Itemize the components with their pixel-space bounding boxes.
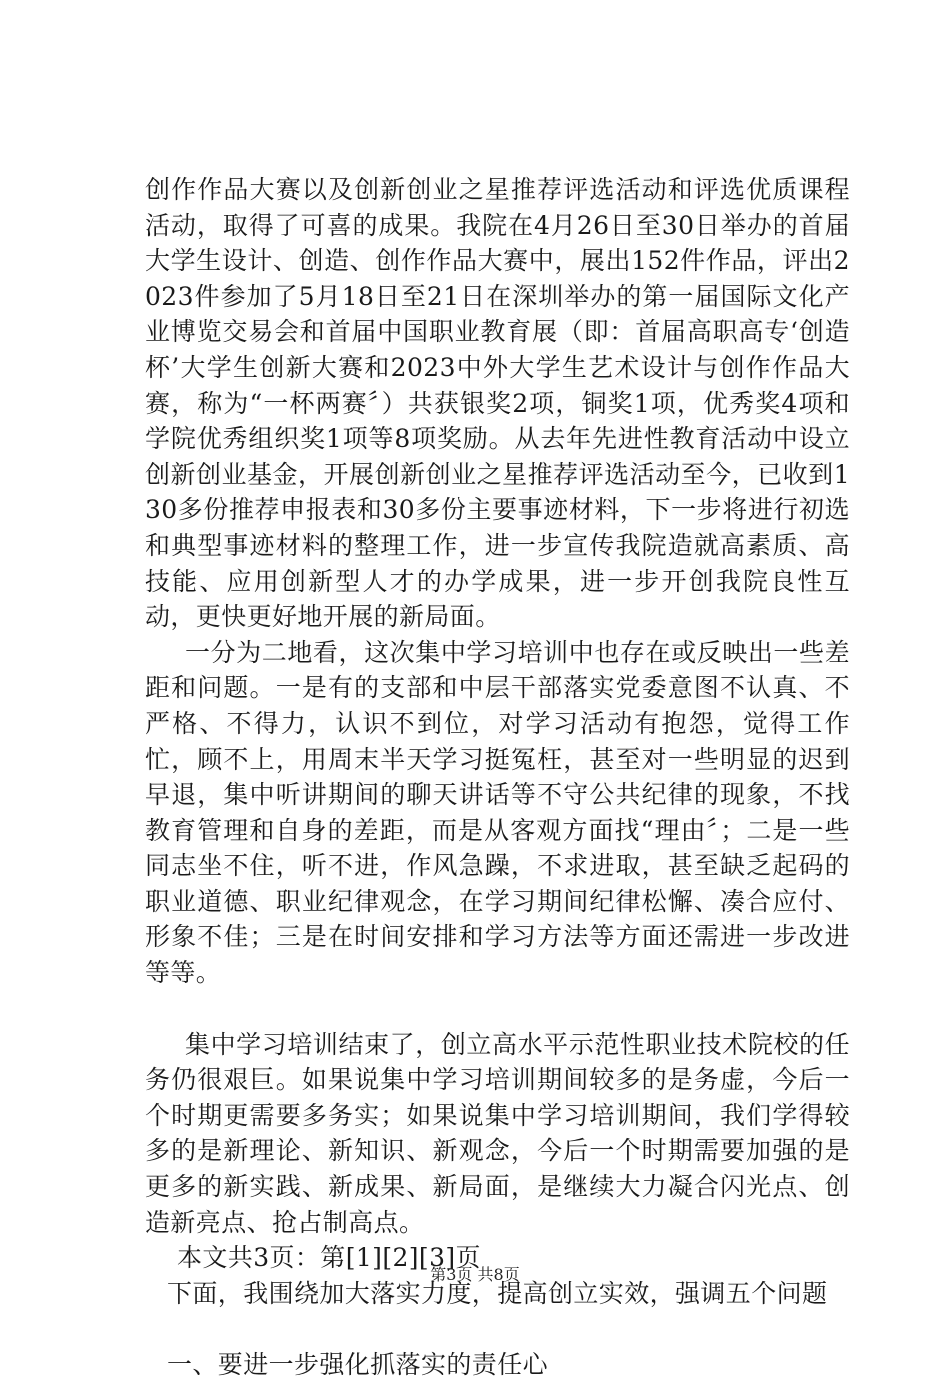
page-footer: 第3页 共8页 bbox=[430, 1265, 520, 1284]
page-navigation-links[interactable]: 本文共3页：第[1][2][3]页 bbox=[177, 1243, 481, 1273]
section-heading: 一、要进一步强化抓落实的责任心 bbox=[167, 1350, 549, 1380]
paragraph-conclusion: 集中学习培训结束了，创立高水平示范性职业技术院校的任务仍很艰巨。如果说集中学习培训期间较多的是务虚，今后一个时期更需要多务实；如果说集中学习培训期间，我们学得较多的是新理论、新知识、新观念，今后一个时期需要加强的是更多的新实践、新成果、新局面，是继续大力凝合闪光点、创造新亮点、抢占制高点。 bbox=[145, 1029, 850, 1237]
paragraph-achievements: 创作作品大赛以及创新创业之星推荐评选活动和评选优质课程活动，取得了可喜的成果。我院在4月26日至30日举办的首届大学生设计、创造、创作作品大赛中，展出152件作品，评出2023件参加了5月18日至21日在深圳举办的第一届国际文化产业博览交易会和首届中国职业教育展（即：首届高职高专‘创造杯’大学生创新大赛和2023中外大学生艺术设计与创作作品大赛，称为“一杯两赛〞）共获银奖2项，铜奖1项，优秀奖4项和学院优秀组织奖1项等8项奖励。从去年先进性教育活动中设立创新创业基金，开展创新创业之星推荐评选活动至今，已收到130多份推荐申报表和30多份主要事迹材料，下一步将进行初选和典型事迹材料的整理工作，进一步宣传我院造就高素质、高技能、应用创新型人才的办学成果，进一步开创我院良性互动，更快更好地开展的新局面。 bbox=[145, 175, 850, 632]
paragraph-problems: 一分为二地看，这次集中学习培训中也存在或反映出一些差距和问题。一是有的支部和中层干部落实党委意图不认真、不严格、不得力，认识不到位，对学习活动有抱怨，觉得工作忙，顾不上，用周末半天学习挺冤枉，甚至对一些明显的迟到早退，集中听讲期间的聊天讲话等不守公共纪律的现象，不找教育管理和自身的差距，而是从客观方面找“理由〞；二是一些同志坐不住，听不进，作风急躁，不求进取，甚至缺乏起码的职业道德、职业纪律观念，在学习期间纪律松懈、凑合应付、形象不佳；三是在时间安排和学习方法等方面还需进一步改进等等。 bbox=[145, 637, 850, 988]
document-body bbox=[145, 172, 850, 1383]
intro-line: 下面，我围绕加大落实力度，提高创立实效，强调五个问题 bbox=[167, 1278, 828, 1308]
heading-gap bbox=[145, 1311, 850, 1347]
paragraph-gap bbox=[145, 991, 850, 1027]
